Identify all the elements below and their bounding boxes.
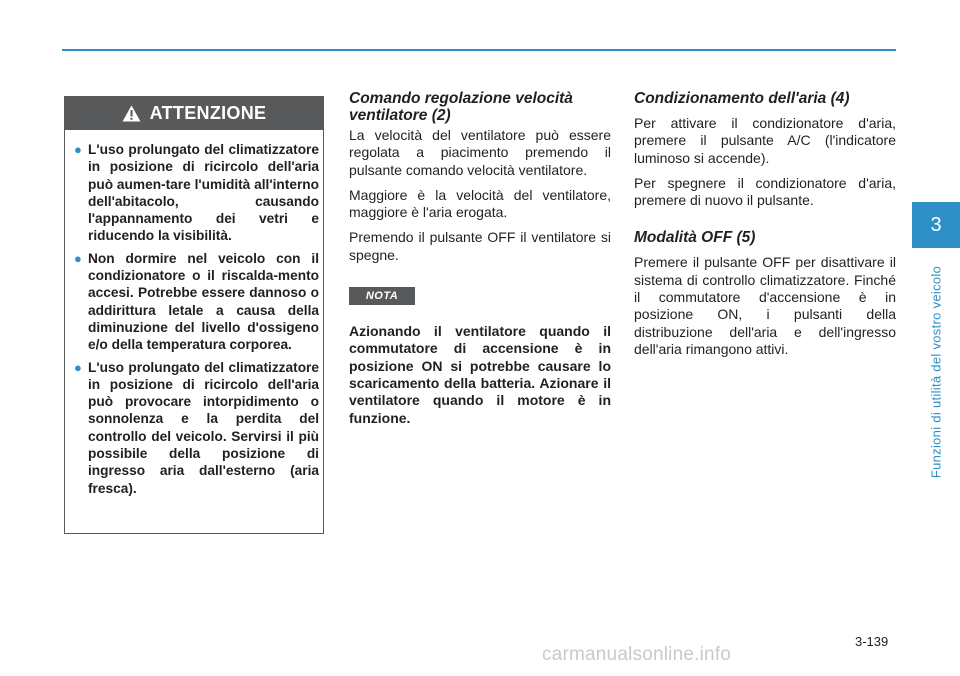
page-number: 3-139	[855, 634, 889, 649]
fan-paragraph: La velocità del ventilatore può essere regolata a piacimento premendo il pulsante comando velocità ventilatore.	[349, 127, 611, 178]
off-paragraph: Premere il pulsante OFF per disattivare il sistema di controllo climatizzatore. Finché il commutatore d'accensione è in posizione ON, i pulsanti della distribuzione dell'aria e dell'ingresso dell'aria rimangono attivi.	[634, 254, 896, 357]
warning-item	[73, 141, 319, 245]
warning-item	[73, 359, 319, 497]
warning-box	[64, 96, 324, 534]
chapter-number: 3	[930, 213, 942, 236]
off-heading: Modalità OFF (5)	[634, 229, 756, 247]
warning-item-text: L'uso prolungato del climatizzatore in posizione di ricircolo dell'aria può aumen-tare l'umidità all'interno dell'abitacolo, causando l'appannamento dei vetri e riducendo la visibilità.	[88, 142, 319, 244]
bullet-icon: ●	[74, 142, 82, 157]
warning-item	[73, 250, 319, 354]
warning-title: ATTENZIONE	[149, 103, 267, 123]
chapter-tab	[912, 202, 960, 248]
ac-heading: Condizionamento dell'aria (4)	[634, 90, 850, 107]
ac-paragraph: Per spegnere il condizionatore d'aria, premere di nuovo il pulsante.	[634, 174, 896, 209]
warning-item-text: L'uso prolungato del climatizzatore in posizione di ricircolo dell'aria può provocare intorpidimento o sonnolenza e la perdita del controllo del veicolo. Servirsi il più possibile della posizione di ingresso aria dall'esterno (aria fresca).	[88, 359, 319, 496]
header-rule	[62, 49, 896, 51]
fan-paragraph: Maggiore è la velocità del ventilatore, maggiore è l'aria erogata.	[349, 186, 611, 221]
watermark: carmanualsonline.info	[542, 644, 732, 665]
warning-triangle-icon	[122, 105, 141, 122]
bullet-icon: ●	[74, 359, 82, 375]
fan-paragraph: Premendo il pulsante OFF il ventilatore si spegne.	[349, 229, 611, 263]
note-badge: NOTA	[349, 287, 415, 305]
fan-heading: Comando regolazione velocità ventilatore (2)	[349, 90, 573, 124]
bullet-icon: ●	[74, 250, 82, 266]
right-column	[634, 90, 896, 366]
note-text: Azionando il ventilatore quando il commutatore di accensione è in posizione ON si potrebbe causare lo scaricamento della batteria. Azionare il ventilatore quando il motore è in funzione.	[349, 323, 611, 426]
chapter-title: Funzioni di utilità del vostro veicolo	[928, 265, 944, 479]
warning-header	[65, 97, 323, 130]
warning-item-text: Non dormire nel veicolo con il condizionatore o il riscalda-mento accesi. Potrebbe essere dannoso o addirittura letale a causa della diminuzione del livello d'ossigeno e/o della temperatura corporea.	[88, 250, 319, 353]
ac-paragraph: Per attivare il condizionatore d'aria, premere il pulsante A/C (l'indicatore luminoso si accende).	[634, 115, 896, 166]
fan-section	[349, 90, 611, 427]
warning-list	[73, 141, 319, 502]
